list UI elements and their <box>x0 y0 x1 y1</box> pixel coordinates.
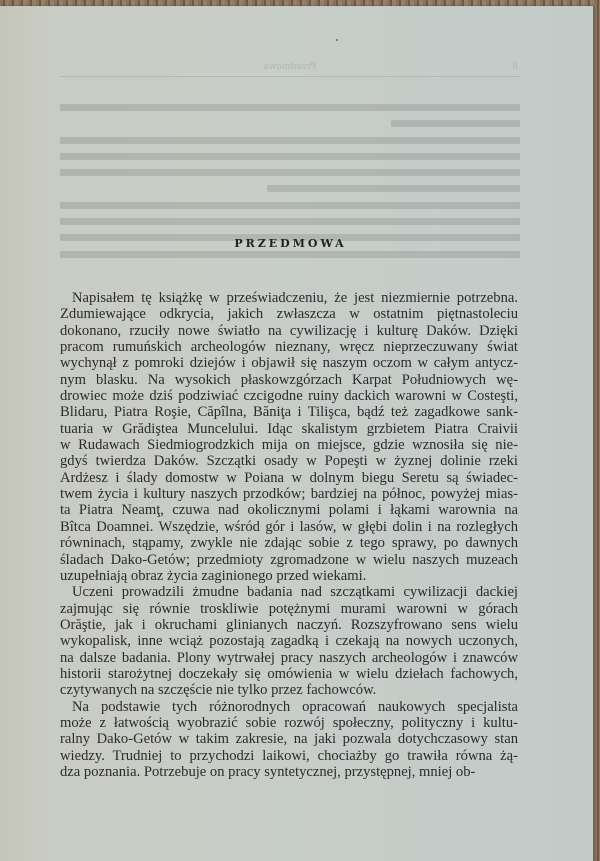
bleed-page-number: 8 <box>512 62 518 72</box>
text-line: na dalsze badania. Plony wytrwałej pracy naszych archeologów i znawców <box>60 649 518 666</box>
text-line: Zdumiewające odkrycia, jakich zwłaszcza w ostatnim piętnastoleciu <box>60 306 518 323</box>
text-line: dza poznania. Potrzebuje on pracy syntetycznej, przystępnej, mniej ob- <box>60 763 476 780</box>
text-line: Bîtca Doamnei. Wszędzie, wśród gór i lasów, w głębi dolin i na rozległych <box>60 518 518 535</box>
text-line: twem życia i kultury naszych przodków; bardziej na północ, powyżej mias- <box>60 486 518 503</box>
text-line: ralny Dako-Getów w takim zakresie, na jaki pozwala dotychczasowy stan <box>60 731 518 748</box>
text-line: nym blasku. Na wysokich płaskowzgórzach Karpat Południowych wę- <box>60 371 518 388</box>
text-line: gdyś twierdza Daków. Szczątki osady w Popeşti w żyznej dolinie rzeki <box>60 453 518 470</box>
book-page <box>0 6 593 861</box>
text-line: tuaria w Grădiştea Muncelului. Idąc skalistym grzbietem Piatra Craivii <box>60 420 518 437</box>
chapter-heading: PRZEDMOWA <box>234 237 347 250</box>
text-line: Blidaru, Piatra Roşie, Căpîlna, Băniţa i Tilişca, bądź też zagadkowe sank- <box>60 404 518 421</box>
text-line: czytywanych na szczęście nie tylko przez fachowców. <box>60 682 377 699</box>
text-line: pracom rumuńskich archeologów nieznany, wręcz nieprzeczuwany świat <box>60 339 518 356</box>
speck <box>336 39 338 41</box>
text-line: zajmując się równie troskliwie potężnymi murami warowni w górach <box>60 600 518 617</box>
text-line: Orăştie, jak i okruchami glinianych naczyń. Rozszyfrowano sens wielu <box>60 616 518 633</box>
text-line: ta Piatra Neamţ, czuwa nad okolicznymi polami i łąkami warownia na <box>60 502 518 519</box>
body-text <box>60 290 518 780</box>
text-line: Uczeni prowadzili żmudne badania nad szczątkami cywilizacji dackiej <box>72 584 518 601</box>
text-line: Ardżesz i ślady domostw w Poiana w dolnym biegu Seretu są świadec- <box>60 469 518 486</box>
text-line: Napisałem tę książkę w przeświadczeniu, że jest niezmiernie potrzebna. <box>72 290 518 306</box>
text-line: drowiec może dziś podziwiać czcigodne ruiny dackich warowni w Costeşti, <box>60 388 518 405</box>
text-line: historii starożytnej doczekały się omówienia w wielu dziełach fachowych, <box>60 665 518 682</box>
text-line: uzupełniają obraz życia zaginionego przed wiekami. <box>60 567 367 584</box>
text-line: śladach Dako-Getów; przedmioty zgromadzone w wielu naszych muzeach <box>60 551 518 568</box>
text-line: wiedzy. Trudniej to przychodzi laikowi, chociażby go trawiła równa żą- <box>60 747 518 764</box>
text-line: dokonano, rzuciły nowe światło na cywilizację i kulturę Daków. Dzięki <box>60 322 518 339</box>
text-line: wykopalisk, inne wciąż pozostają zagadką i czekają na nowych uczonych, <box>60 633 518 650</box>
text-line: Na podstawie tych różnorodnych opracowań naukowych specjalista <box>72 698 518 715</box>
text-line: wychynął z pomroki dziejów i objawił się naszym oczom w całym antycz- <box>60 355 518 372</box>
text-line: równinach, stąpamy, zwykle nie zdając sobie z tego sprawy, po dawnych <box>60 535 518 552</box>
text-line: w Rudawach Siedmiogrodzkich mija on miejsce, gdzie wznosiła się nie- <box>60 437 518 454</box>
bleed-running-header: 8 Przedmowa <box>60 62 520 77</box>
text-line: może z łatwością wyobrazić sobie rozwój społeczny, polityczny i kultu- <box>60 714 518 731</box>
